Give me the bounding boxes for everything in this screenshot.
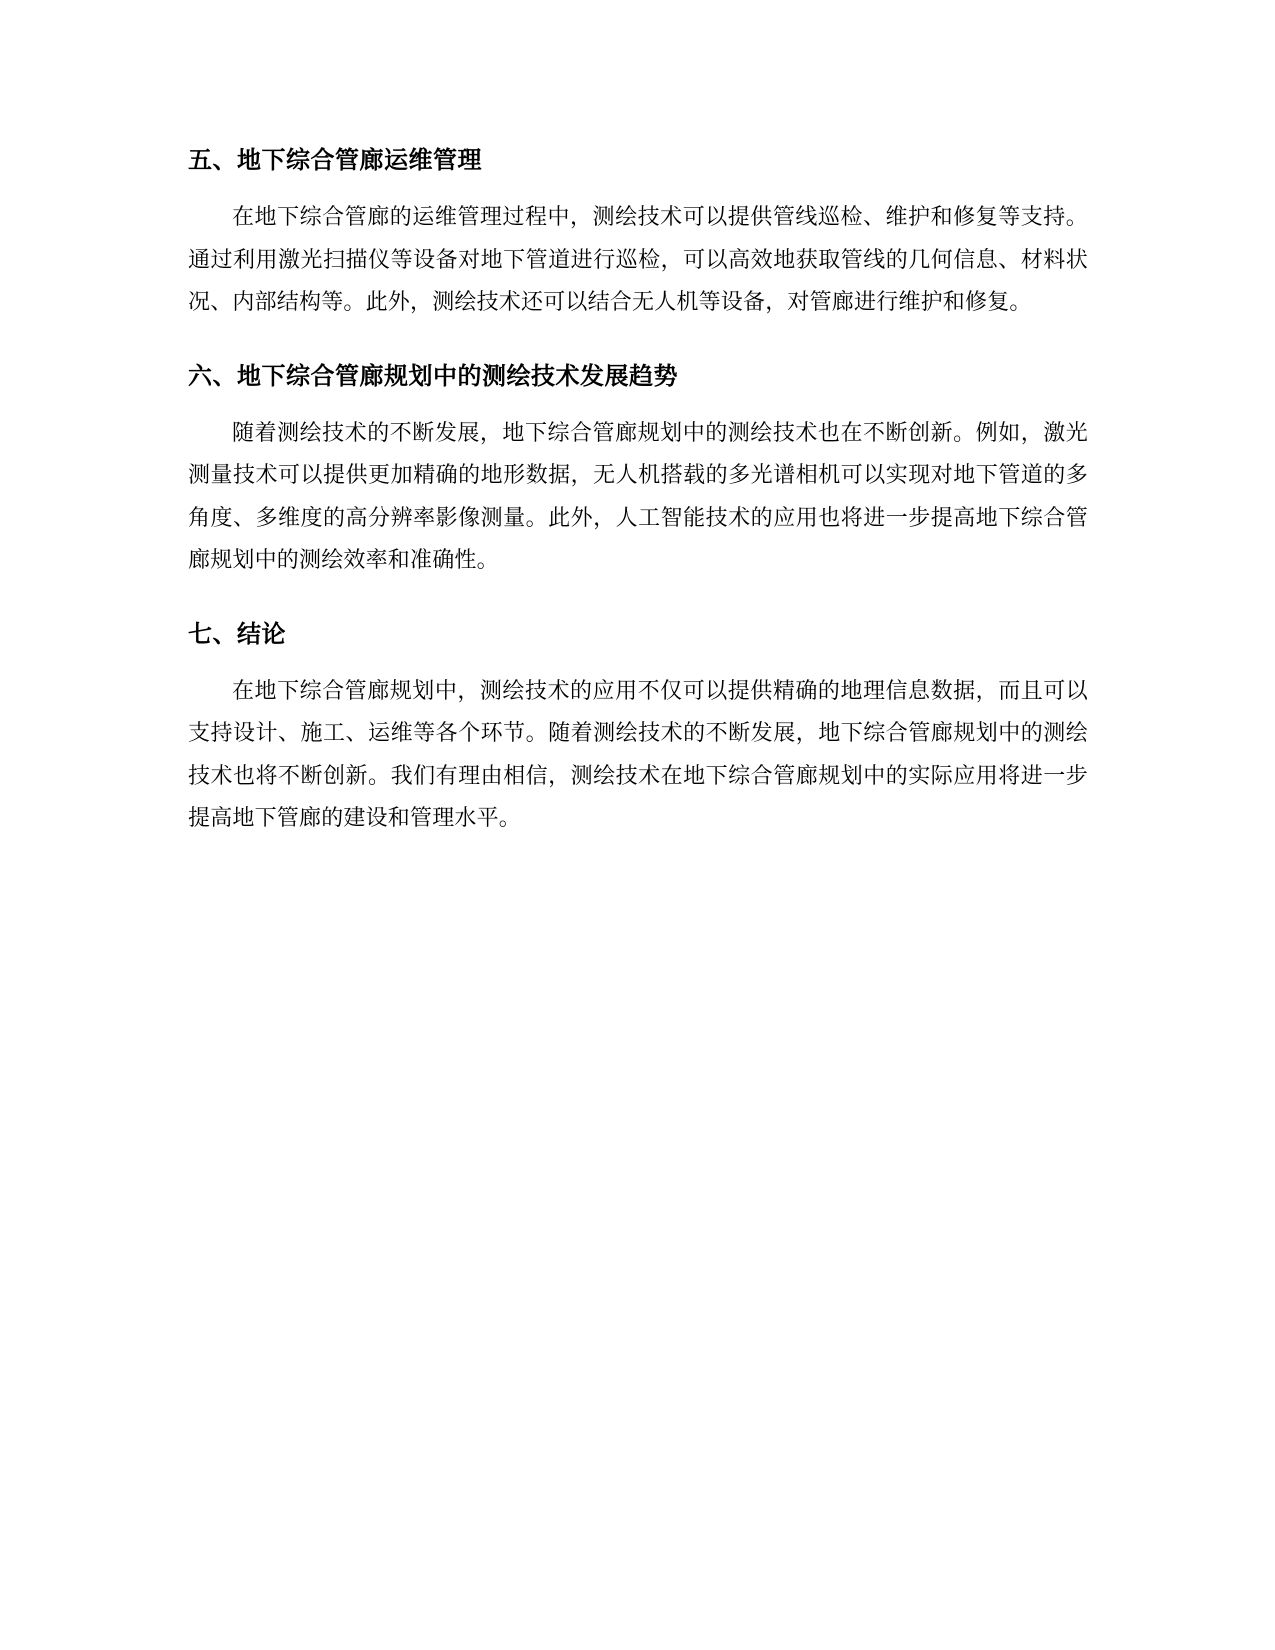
- section-development-trends: [188, 359, 1088, 583]
- section-heading: 七、结论: [188, 619, 286, 648]
- section-paragraph: 在地下综合管廊规划中，测绘技术的应用不仅可以提供精确的地理信息数据，而且可以支持设计、施工、运维等各个环节。随着测绘技术的不断发展，地下综合管廊规划中的测绘技术也将不断创新。我们有理由相信，测绘技术在地下综合管廊规划中的实际应用将进一步提高地下管廊的建设和管理水平。: [188, 678, 1088, 831]
- section-conclusion: [188, 617, 1088, 841]
- section-paragraph: 在地下综合管廊的运维管理过程中，测绘技术可以提供管线巡检、维护和修复等支持。通过利用激光扫描仪等设备对地下管道进行巡检，可以高效地获取管线的几何信息、材料状况、内部结构等。此外，测绘技术还可以结合无人机等设备，对管廊进行维护和修复。: [188, 205, 1088, 315]
- section-heading: 五、地下综合管廊运维管理: [188, 146, 482, 174]
- section-paragraph: 随着测绘技术的不断发展，地下综合管廊规划中的测绘技术也在不断创新。例如，激光测量技术可以提供更加精确的地形数据，无人机搭载的多光谱相机可以实现对地下管道的多角度、多维度的高分辨率影像测量。此外，人工智能技术的应用也将进一步提高地下综合管廊规划中的测绘效率和准确性。: [188, 420, 1088, 573]
- section-operations-management: [188, 143, 1088, 325]
- section-heading: 六、地下综合管廊规划中的测绘技术发展趋势: [188, 361, 678, 390]
- document-body: [188, 143, 1088, 875]
